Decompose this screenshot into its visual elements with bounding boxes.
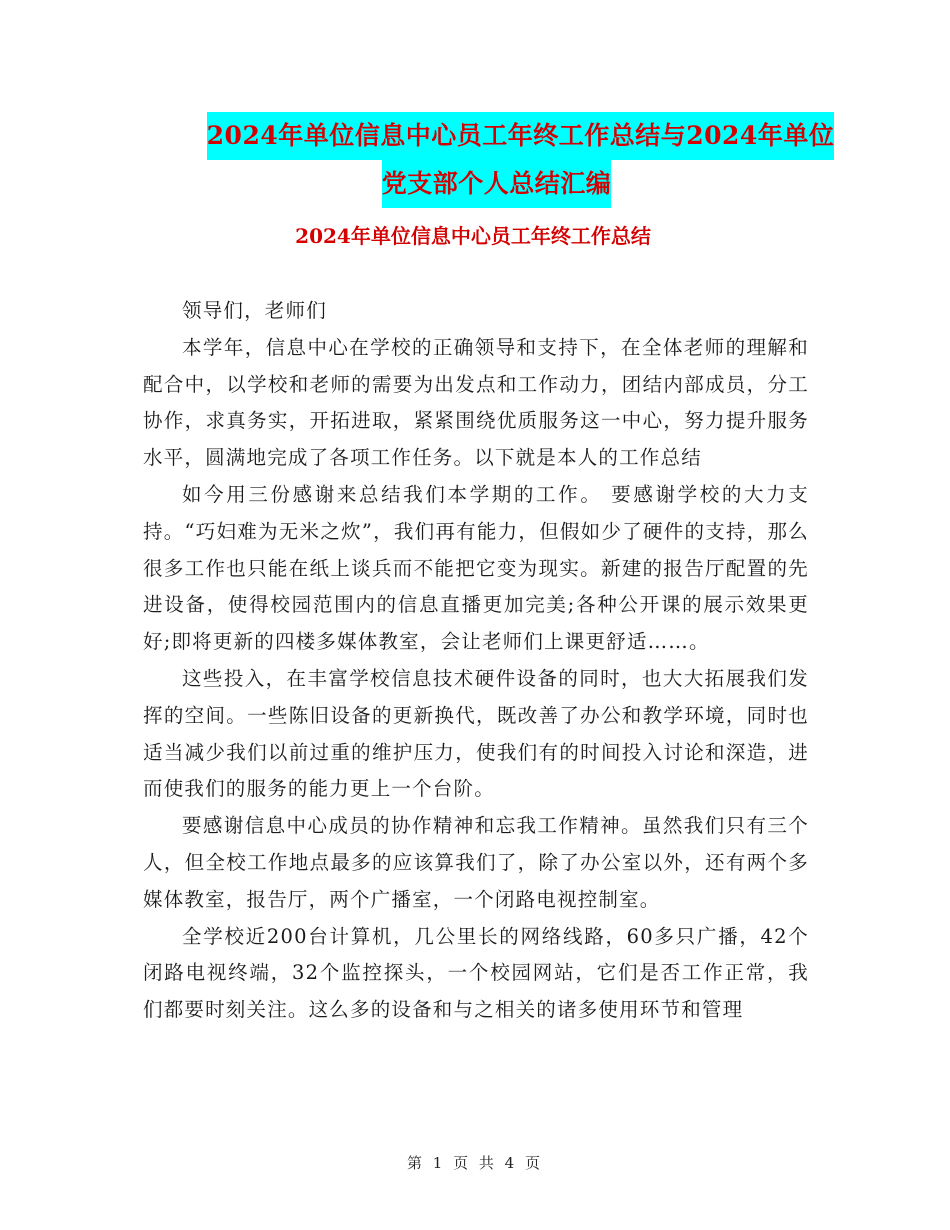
body-paragraph: 这些投入，在丰富学校信息技术硬件设备的同时，也大大拓展我们发挥的空间。一些陈旧设备的更新换代，既改善了办公和教学环境，同时也适当减少我们以前过重的维护压力，使我们有的时间投入讨论和深造，进而使我们的服务的能力更上一个台阶。 <box>143 666 809 801</box>
body-paragraph: 要感谢信息中心成员的协作精神和忘我工作精神。虽然我们只有三个人，但全校工作地点最多的应该算我们了，除了办公室以外，还有两个多媒体教室，报告厅，两个广播室，一个闭路电视控制室。 <box>143 814 809 911</box>
document-body <box>143 293 809 1029</box>
body-paragraph: 本学年，信息中心在学校的正确领导和支持下，在全体老师的理解和配合中，以学校和老师的需要为出发点和工作动力，团结内部成员，分工协作，求真务实，开拓进取，紧紧围绕优质服务这一中心，努力提升服务水平，圆满地完成了各项工作任务。以下就是本人的工作总结 <box>143 335 809 470</box>
main-title-line-2: 党支部个人总结汇编 <box>382 160 612 208</box>
main-title-line-1: 2024年单位信息中心员工年终工作总结与2024年单位 <box>207 112 835 160</box>
body-paragraph: 如今用三份感谢来总结我们本学期的工作。 要感谢学校的大力支持。“巧妇难为无米之炊”，我们再有能力，但假如少了硬件的支持，那么很多工作也只能在纸上谈兵而不能把它变为现实。新建的报告厅配置的先进设备，使得校园范围内的信息直播更加完美;各种公开课的展示效果更好;即将更新的四楼多媒体教室，会让老师们上课更舒适……。 <box>143 482 809 654</box>
greeting-paragraph: 领导们，老师们 <box>182 299 327 322</box>
document-main-title <box>140 112 855 208</box>
section-title: 2024年单位信息中心员工年终工作总结 <box>295 224 651 248</box>
body-paragraph: 全学校近200台计算机，几公里长的网络线路，60多只广播，42个闭路电视终端，32个监控探头，一个校园网站，它们是否工作正常，我们都要时刻关注。这么多的设备和与之相关的诸多使用环节和管理 <box>143 924 809 1022</box>
page-number-footer: 第 1 页 共 4 页 <box>407 1154 543 1172</box>
